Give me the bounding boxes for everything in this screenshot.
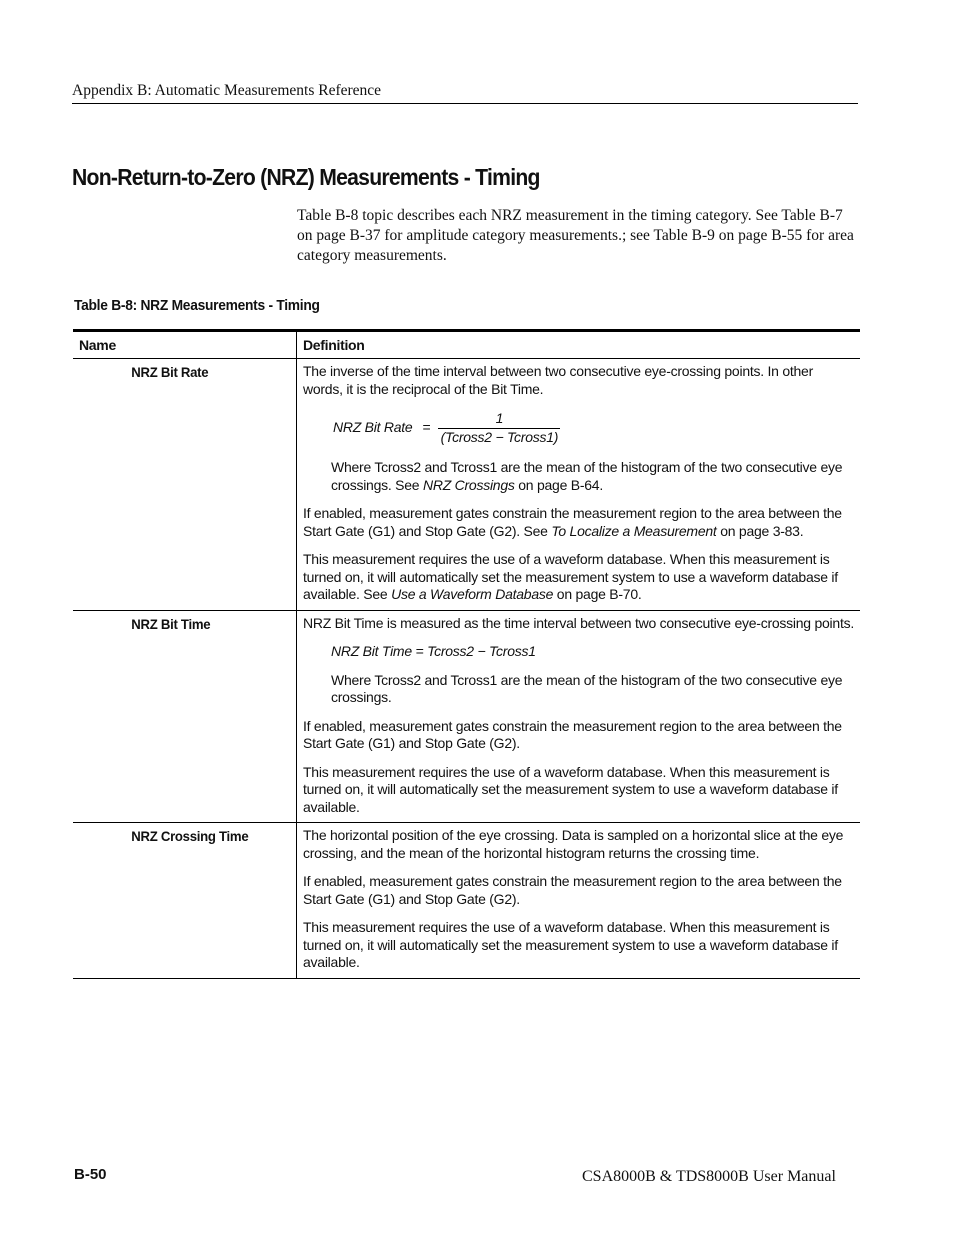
gate-text: If enabled, measurement gates constrain the measurement region to the area between the Start Gate (G1) and Stop Gate (G2). See To Localize a Measurement on page 3-83. xyxy=(303,505,842,539)
cross-reference-link[interactable]: Use a Waveform Database xyxy=(391,586,554,602)
formula-lhs: NRZ Bit Rate xyxy=(333,419,413,436)
table-row xyxy=(73,823,860,979)
formula-fraction xyxy=(438,410,560,446)
formula: NRZ Bit Time = Tcross2 − Tcross1 xyxy=(331,643,536,659)
definition-text: The inverse of the time interval between two consecutive eye-crossing points. In other words, it is the reciprocal of the Bit Time. xyxy=(303,363,813,397)
formula-equals: = xyxy=(422,419,431,436)
database-text: This measurement requires the use of a waveform database. When this measurement is turned on, it will automatically set the measurement system to use a waveform database if available. xyxy=(303,763,838,815)
column-header-name: Name xyxy=(79,337,116,353)
gate-text: If enabled, measurement gates constrain the measurement region to the area between the Start Gate (G1) and Stop Gate (G2). xyxy=(303,873,842,907)
column-header-definition: Definition xyxy=(303,337,365,353)
page-number: B-50 xyxy=(74,1166,107,1183)
manual-title: CSA8000B & TDS8000B User Manual xyxy=(582,1168,836,1185)
running-header: Appendix B: Automatic Measurements Reference xyxy=(72,82,382,99)
measurement-name: NRZ Bit Rate xyxy=(131,364,209,380)
definition-text: NRZ Bit Time is measured as the time interval between two consecutive eye-crossing points. xyxy=(303,614,854,631)
formula-numerator: 1 xyxy=(438,410,560,429)
header-rule xyxy=(72,103,858,104)
cross-reference-link[interactable]: To Localize a Measurement xyxy=(551,522,717,539)
intro-paragraph: Table B-8 topic describes each NRZ measurement in the timing category. See Table B-7 on page B-37 for amplitude category measurements.; see Table B-9 on page B-55 for area category measurements. xyxy=(297,207,854,264)
measurement-name: NRZ Bit Time xyxy=(131,615,211,632)
gate-text: If enabled, measurement gates constrain the measurement region to the area between the Start Gate (G1) and Stop Gate (G2). xyxy=(303,717,842,751)
table-row xyxy=(73,611,860,824)
definition-cell xyxy=(297,823,860,978)
formula-denominator: (Tcross2 − Tcross1) xyxy=(440,428,559,445)
formula xyxy=(333,409,854,447)
definition-cell xyxy=(297,359,860,610)
where-text: Where Tcross2 and Tcross1 are the mean of the histogram of the two consecutive eye crossings. See NRZ Crossings on page B-64. xyxy=(331,459,843,493)
definition-cell xyxy=(297,611,860,823)
database-text: This measurement requires the use of a waveform database. When this measurement is turned on, it will automatically set the measurement system to use a waveform database if available. See Use a Waveform Database on page B-70. xyxy=(303,551,838,602)
table-row xyxy=(73,359,860,611)
section-title: Non-Return-to-Zero (NRZ) Measurements - Timing xyxy=(72,164,540,190)
definition-text: The horizontal position of the eye crossing. Data is sampled on a horizontal slice at the eye crossing, and the mean of the horizontal histogram returns the crossing time. xyxy=(303,827,844,861)
table-caption: Table B-8: NRZ Measurements - Timing xyxy=(74,297,320,314)
database-text: This measurement requires the use of a waveform database. When this measurement is turned on, it will automatically set the measurement system to use a waveform database if available. xyxy=(303,919,838,970)
measurement-name: NRZ Crossing Time xyxy=(131,828,249,844)
measurements-table xyxy=(73,329,860,979)
cross-reference-link[interactable]: NRZ Crossings xyxy=(422,476,515,493)
where-text: Where Tcross2 and Tcross1 are the mean of the histogram of the two consecutive eye crossings. xyxy=(331,671,843,705)
table-header-row xyxy=(73,332,860,359)
